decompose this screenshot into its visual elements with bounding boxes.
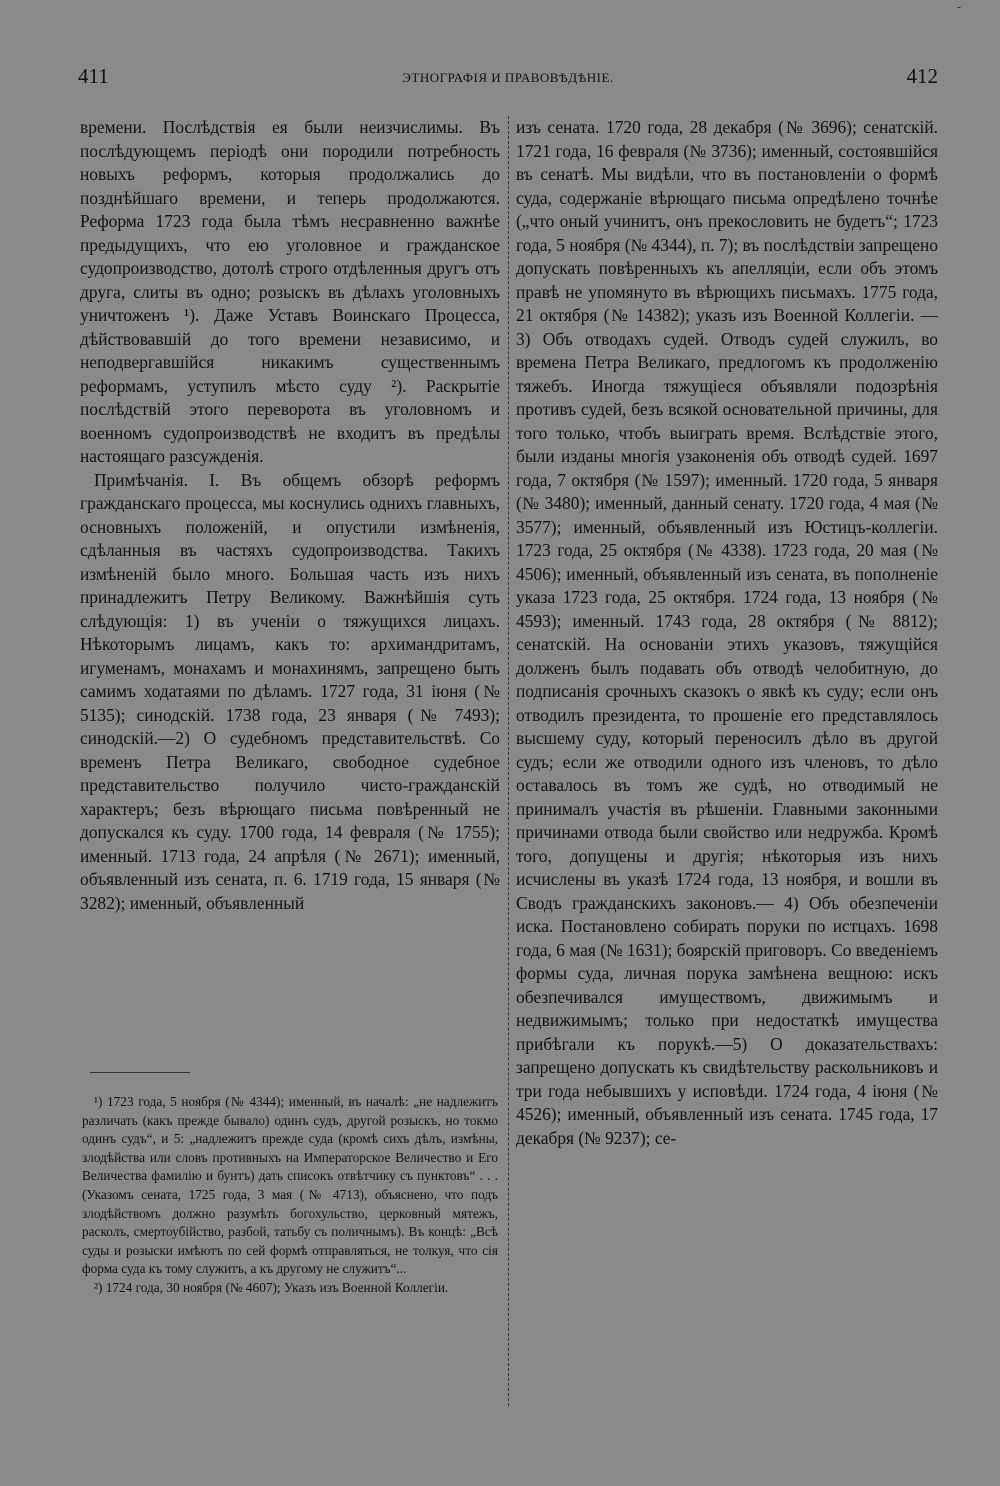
footnote: ²) 1724 года, 30 ноября (№ 4607); Указъ изъ Военной Коллегіи.: [94, 1279, 449, 1295]
corner-mark: -: [957, 0, 962, 14]
page-header: [78, 64, 938, 94]
left-column: [80, 116, 500, 915]
left-page-number: 411: [78, 64, 109, 88]
footnotes: [82, 1093, 498, 1298]
right-column: [516, 116, 938, 1150]
running-title: ЭТНОГРАФІЯ И ПРАВОВѢДѢНІЕ.: [402, 70, 614, 85]
right-page-number: 412: [906, 64, 938, 88]
column-divider: [508, 116, 509, 1406]
paragraph: Примѣчанія. I. Въ общемъ обзорѣ реформъ гражданскаго процесса, мы коснулись однихъ главныхъ, основныхъ положеній, и опустили измѣненія, сдѣланныя въ частяхъ судопроизводства. Такихъ измѣненій было много. Большая часть изъ нихъ принадлежитъ Петру Великому. Важнѣйшія суть слѣдующія: 1) въ ученіи о тяжущихся лицахъ. Нѣкоторымъ лицамъ, какъ то: архимандритамъ, игуменамъ, монахамъ и монахинямъ, запрещено быть самимъ ходатаями по дѣламъ. 1727 года, 31 іюня (№ 5135); синодскій. 1738 года, 23 января (№ 7493); синодскій.—2) О судебномъ представительствѣ. Со временъ Петра Великаго, свободное судебное представительство получило чисто-гражданскій характеръ; безъ вѣрющаго письма повѣренный не допускался къ суду. 1700 года, 14 февраля (№ 1755); именный. 1713 года, 24 апрѣля (№ 2671); именный, объявленный изъ сената, п. 6. 1719 года, 15 января (№ 3282); именный, объявленный: [80, 469, 500, 913]
footnote-rule: [90, 1072, 190, 1073]
footnote: ¹) 1723 года, 5 ноября (№ 4344); именный, въ началѣ: „не надлежитъ различать (какъ прежде бывало) одинъ судъ, другой розыскъ, но токмо одинъ судъ“, и 5: „надлежитъ прежде суда (кромѣ сихъ дѣлъ, измѣны, злодѣйства или словъ противныхъ на Императорское Величество и Его Величества фамилію и бунтъ) дать списокъ отвѣтчику съ пунктовъ“ . . . (Указомъ сената, 1725 года, 3 мая (№ 4713), объяснено, что подъ злодѣйствомъ должно разумѣть богохульство, церковный мятежъ, расколъ, смертоубійство, разбой, татьбу съ поличнымъ). Въ концѣ: „Всѣ суды и розыски имѣютъ по сей формѣ отправляться, не толкуя, что сія форма суда къ тому служитъ, а къ другому не служитъ“...: [82, 1094, 498, 1277]
paragraph: времени. Послѣдствія ея были неизчислимы. Въ послѣдующемъ періодѣ они породили потребность новыхъ реформъ, которыя продолжались до позднѣйшаго времени, и теперь продолжаются. Реформа 1723 года была тѣмъ несравненно важнѣе предыдущихъ, что ею уголовное и гражданское судопроизводство, дотолѣ строго отдѣленныя другъ отъ друга, слиты въ одно; розыскъ въ дѣлахъ уголовныхъ уничтоженъ ¹). Даже Уставъ Воинскаго Процесса, дѣйствовавшій до того времени независимо, и неподвергавшійся никакимъ существеннымъ реформамъ, уступилъ мѣсто суду ²). Раскрытіе послѣдствій этого переворота въ уголовномъ и военномъ судопроизводствѣ не входитъ въ предѣлы настоящаго разсужденія.: [80, 117, 500, 466]
paragraph: изъ сената. 1720 года, 28 декабря (№ 3696); сенатскій. 1721 года, 16 февраля (№ 3736); именный, состоявшійся въ сенатѣ. Мы видѣли, что въ постановленіи о формѣ суда, содержаніе вѣрющаго письма опредѣлено точнѣе („что оный учинитъ, онъ прекословить не будетъ“; 1723 года, 5 ноября (№ 4344), п. 7); въ послѣдствіи запрещено допускать повѣренныхъ къ апелляціи, если объ этомъ правѣ не упомянуто въ вѣрющихъ письмахъ. 1775 года, 21 октября (№ 14382); указъ изъ Военной Коллегіи. — 3) Объ отводахъ судей. Отводъ судей служилъ, во времена Петра Великаго, предлогомъ къ продолженію тяжебъ. Иногда тяжущіеся объявляли подозрѣнія противъ судей, безъ всякой основательной причины, для того только, чтобъ выиграть время. Вслѣдствіе этого, были изданы многія узаконенія объ отводѣ судей. 1697 года, 7 октября (№ 1597); именный. 1720 года, 5 января (№ 3480); именный, данный сенату. 1720 года, 4 мая (№ 3577); именный, объявленный изъ Юстицъ-коллегіи. 1723 года, 25 октября (№ 4338). 1723 года, 20 мая (№ 4506); именный, объявленный изъ сената, въ пополненіе указа 1723 года, 25 октября. 1724 года, 13 ноября (№ 4593); именный. 1743 года, 28 октября (№ 8812); сенатскій. На основаніи этихъ указовъ, тяжущійся долженъ былъ подавать объ отводѣ челобитную, до подписанія срочныхъ сказокъ о явкѣ къ суду; если онъ отводилъ президента, то прошеніе его представлялось высшему суду, который переносилъ дѣло въ другой судъ; если же отводили одного изъ членовъ, то дѣло оставалось въ томъ же судѣ, но отводимый не принималъ участія въ рѣшеніи. Главными законными причинами отвода были свойство или недружба. Кромѣ того, допущены и другія; нѣкоторыя изъ нихъ исчислены въ указѣ 1724 года, 13 ноября, и вошли въ Сводъ гражданскихъ законовъ.— 4) Объ обезпеченіи иска. Постановлено собирать поруки по истцахъ. 1698 года, 6 мая (№ 1631); боярскій приговоръ. Со введеніемъ формы суда, личная порука замѣнена вещною: искъ обезпечивался имуществомъ, движимымъ и недвижимымъ; только при недостаткѣ имущества прибѣгали къ порукѣ.—5) О доказательствахъ: запрещено допускать къ свидѣтельству раскольниковъ и три года небывшихъ у исповѣди. 1724 года, 4 іюня (№ 4526); именный, объявленный изъ сената. 1745 года, 17 декабря (№ 9237); се-: [516, 117, 938, 1148]
